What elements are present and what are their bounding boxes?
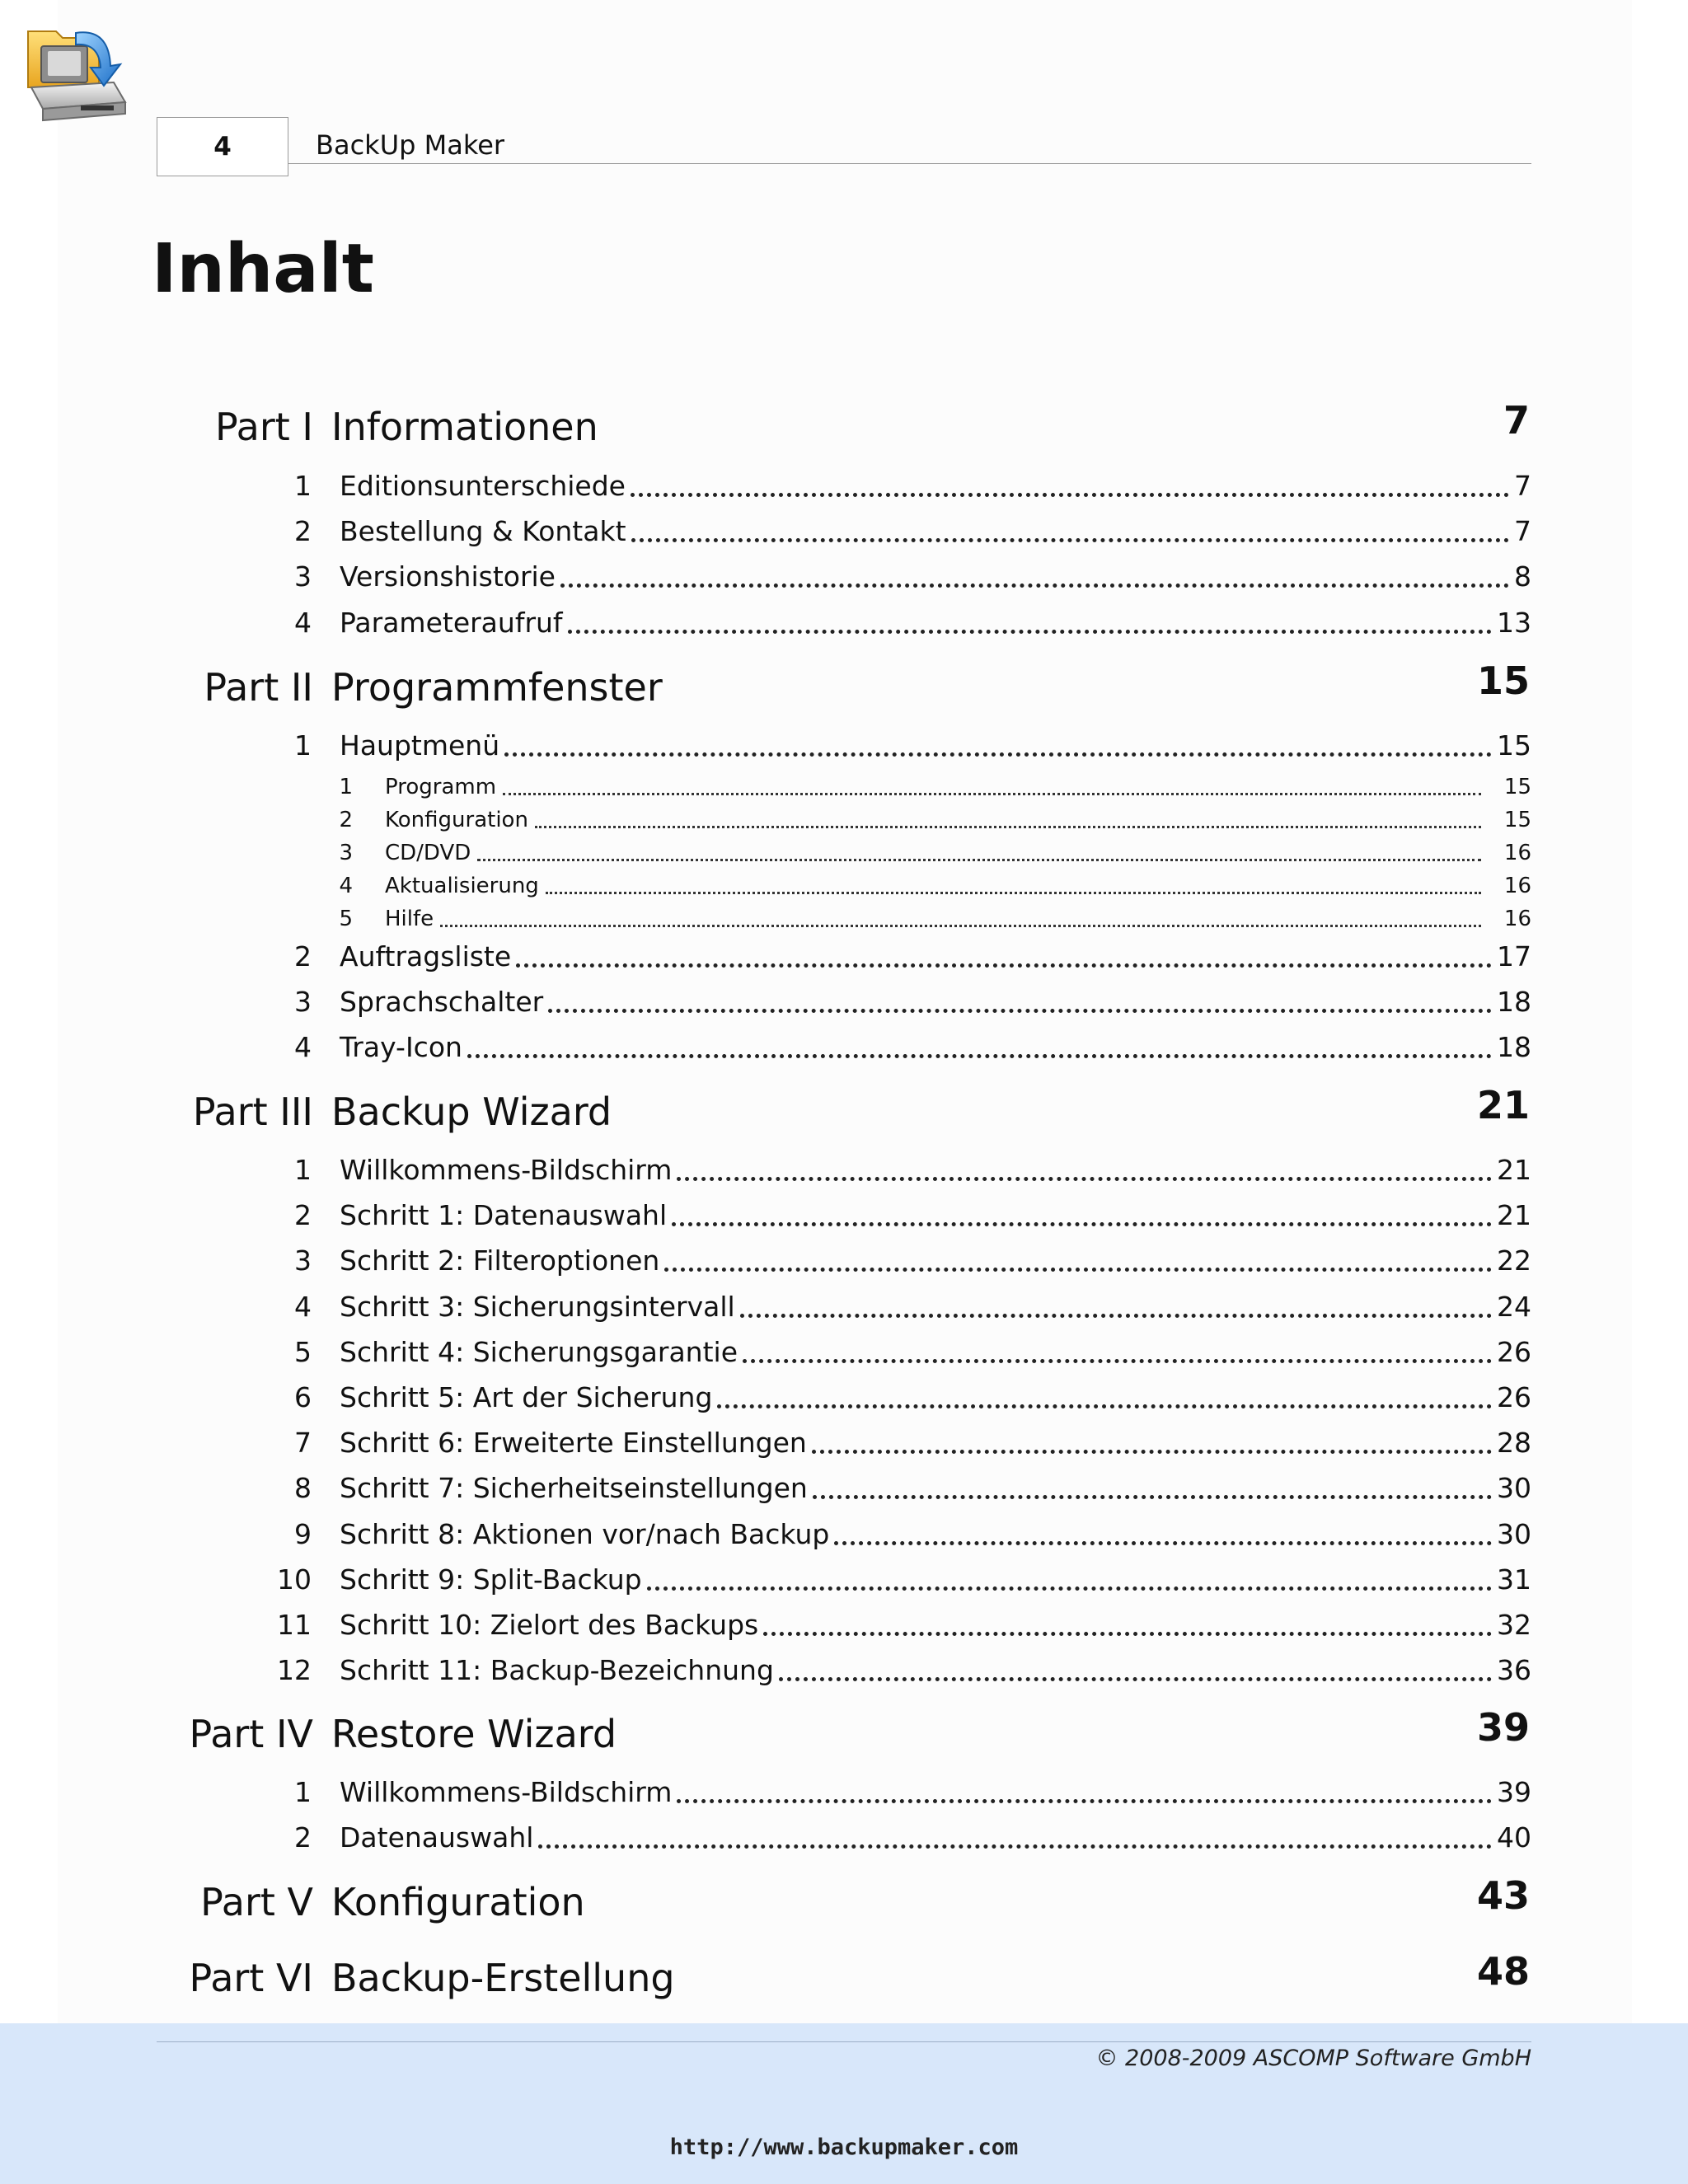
- toc-part-label: Part V: [200, 1880, 313, 1924]
- toc-entry-title: Schritt 11: Backup-Bezeichnung: [340, 1654, 774, 1686]
- dot-leader: [548, 1009, 1492, 1013]
- dot-leader: [503, 793, 1481, 795]
- dot-leader: [740, 1314, 1492, 1318]
- dot-leader: [779, 1677, 1492, 1681]
- toc-entry-number: 3: [294, 986, 312, 1018]
- toc-part-page-number: 21: [1476, 1083, 1530, 1127]
- toc-entry-page-number: 18: [1497, 1031, 1531, 1063]
- toc-part-label: Part IV: [189, 1712, 313, 1756]
- toc-entry-title: Tray-Icon: [340, 1031, 462, 1063]
- toc-entry-title: Schritt 9: Split-Backup: [340, 1563, 642, 1596]
- toc-entry-number: 1: [294, 1154, 312, 1186]
- toc-part-page-number: 15: [1476, 658, 1530, 703]
- dot-leader: [812, 1450, 1492, 1454]
- toc-entry-number: 4: [294, 1031, 312, 1063]
- toc-subentry-title: Hilfe: [385, 907, 434, 931]
- toc-subentry-number: 4: [339, 874, 353, 898]
- toc-entry-page-number: 39: [1497, 1776, 1531, 1808]
- toc-entry-number: 9: [294, 1518, 312, 1550]
- toc-entry-number: 4: [294, 607, 312, 639]
- dot-leader: [504, 752, 1492, 757]
- toc-entry-page-number: 21: [1497, 1154, 1531, 1186]
- toc-entry-page-number: 7: [1514, 470, 1531, 502]
- dot-leader: [813, 1495, 1492, 1499]
- toc-entry-number: 6: [294, 1381, 312, 1413]
- toc-part-label: Part II: [204, 665, 313, 710]
- toc-entry-title: Schritt 6: Erweiterte Einstellungen: [340, 1427, 807, 1459]
- dot-leader: [535, 826, 1481, 828]
- toc-entry-title: Schritt 5: Art der Sicherung: [340, 1381, 713, 1413]
- toc-part-title: Backup Wizard: [331, 1090, 612, 1134]
- toc-entry-page-number: 30: [1497, 1472, 1531, 1504]
- toc-part-page-number: 43: [1476, 1873, 1530, 1918]
- header-divider: [288, 163, 1531, 164]
- dot-leader: [440, 925, 1481, 927]
- toc-entry-title: Schritt 10: Zielort des Backups: [340, 1609, 759, 1641]
- toc-subentry-page-number: 16: [1503, 841, 1531, 865]
- toc-entry-number: 2: [294, 1821, 312, 1854]
- dot-leader: [834, 1541, 1492, 1545]
- toc-entry-page-number: 30: [1497, 1518, 1531, 1550]
- toc-entry-number: 7: [294, 1427, 312, 1459]
- toc-part-title: Restore Wizard: [331, 1712, 617, 1756]
- toc-part-label: Part III: [192, 1090, 313, 1134]
- toc-entry-number: 12: [277, 1654, 312, 1686]
- toc-part-label: Part VI: [189, 1956, 313, 2000]
- toc-entry-page-number: 22: [1497, 1244, 1531, 1277]
- dot-leader: [516, 963, 1492, 968]
- toc-entry-page-number: 36: [1497, 1654, 1531, 1686]
- toc-subentry-title: Konfiguration: [385, 808, 528, 832]
- toc-entry-title: Willkommens-Bildschirm: [340, 1154, 673, 1186]
- toc-entry-number: 3: [294, 1244, 312, 1277]
- toc-subentry-page-number: 15: [1503, 808, 1531, 832]
- toc-part-page-number: 7: [1503, 398, 1530, 443]
- toc-entry-title: Schritt 8: Aktionen vor/nach Backup: [340, 1518, 830, 1550]
- toc-entry-title: Bestellung & Kontakt: [340, 515, 626, 547]
- dot-leader: [647, 1586, 1492, 1591]
- dot-leader: [743, 1359, 1492, 1363]
- toc-entry-number: 4: [294, 1291, 312, 1323]
- toc-entry-page-number: 24: [1497, 1291, 1531, 1323]
- toc-entry-title: Hauptmenü: [340, 729, 500, 762]
- toc-entry-page-number: 26: [1497, 1336, 1531, 1368]
- dot-leader: [677, 1177, 1492, 1181]
- toc-subentry-page-number: 16: [1503, 874, 1531, 898]
- toc-entry-title: Auftragsliste: [340, 940, 512, 972]
- toc-entry-number: 2: [294, 940, 312, 972]
- toc-entry-number: 8: [294, 1472, 312, 1504]
- dot-leader: [631, 538, 1509, 542]
- toc-entry-page-number: 28: [1497, 1427, 1531, 1459]
- toc-entry-title: Willkommens-Bildschirm: [340, 1776, 673, 1808]
- toc-entry-number: 1: [294, 1776, 312, 1808]
- toc-part-title: Programmfenster: [331, 665, 663, 710]
- dot-leader: [672, 1222, 1492, 1226]
- header-document-title: BackUp Maker: [316, 129, 505, 161]
- dot-leader: [677, 1799, 1492, 1803]
- toc-entry-number: 2: [294, 1199, 312, 1231]
- toc-entry-title: Schritt 1: Datenauswahl: [340, 1199, 668, 1231]
- toc-part-page-number: 48: [1476, 1949, 1530, 1994]
- dot-leader: [763, 1632, 1492, 1636]
- toc-entry-page-number: 18: [1497, 986, 1531, 1018]
- toc-entry-title: Schritt 2: Filteroptionen: [340, 1244, 660, 1277]
- toc-part-title: Backup-Erstellung: [331, 1956, 675, 2000]
- toc-entry-page-number: 40: [1497, 1821, 1531, 1854]
- toc-entry-number: 1: [294, 729, 312, 762]
- footer-copyright: © 2008-2009 ASCOMP Software GmbH: [1095, 2046, 1531, 2071]
- toc-entry-page-number: 26: [1497, 1381, 1531, 1413]
- toc-subentry-title: Programm: [385, 775, 497, 799]
- toc-part-page-number: 39: [1476, 1705, 1530, 1750]
- toc-entry-title: Schritt 3: Sicherungsintervall: [340, 1291, 735, 1323]
- toc-entry-title: Schritt 7: Sicherheitseinstellungen: [340, 1472, 808, 1504]
- toc-subentry-title: Aktualisierung: [385, 874, 539, 898]
- toc-entry-title: Editionsunterschiede: [340, 470, 626, 502]
- toc-entry-title: Schritt 4: Sicherungsgarantie: [340, 1336, 738, 1368]
- toc-entry-page-number: 7: [1514, 515, 1531, 547]
- toc-subentry-number: 1: [339, 775, 353, 799]
- toc-entry-page-number: 8: [1514, 560, 1531, 593]
- toc-entry-number: 11: [277, 1609, 312, 1641]
- toc-entry-number: 5: [294, 1336, 312, 1368]
- toc-entry-title: Datenauswahl: [340, 1821, 534, 1854]
- toc-entry-number: 2: [294, 515, 312, 547]
- toc-part-title: Konfiguration: [331, 1880, 585, 1924]
- toc-entry-number: 3: [294, 560, 312, 593]
- toc-entry-page-number: 21: [1497, 1199, 1531, 1231]
- toc-subentry-title: CD/DVD: [385, 841, 471, 865]
- dot-leader: [717, 1404, 1492, 1408]
- toc-entry-page-number: 17: [1497, 940, 1531, 972]
- toc-part-label: Part I: [215, 405, 313, 449]
- toc-entry-title: Sprachschalter: [340, 986, 544, 1018]
- toc-entry-title: Versionshistorie: [340, 560, 556, 593]
- toc-entry-number: 10: [277, 1563, 312, 1596]
- toc-part-title: Informationen: [331, 405, 598, 449]
- dot-leader: [631, 493, 1509, 497]
- dot-leader: [538, 1844, 1492, 1849]
- toc-entry-title: Parameteraufruf: [340, 607, 563, 639]
- toc-entry-page-number: 13: [1497, 607, 1531, 639]
- dot-leader: [560, 583, 1509, 588]
- toc-entry-number: 1: [294, 470, 312, 502]
- footer-url-link[interactable]: http://www.backupmaker.com: [669, 2135, 1019, 2160]
- toc-entry-page-number: 32: [1497, 1609, 1531, 1641]
- dot-leader: [664, 1268, 1492, 1272]
- header-page-number: 4: [157, 117, 288, 176]
- dot-leader: [467, 1054, 1492, 1058]
- toc-subentry-number: 3: [339, 841, 353, 865]
- toc-subentry-number: 5: [339, 907, 353, 931]
- dot-leader: [568, 630, 1492, 634]
- dot-leader: [477, 859, 1481, 861]
- toc-entry-page-number: 15: [1497, 729, 1531, 762]
- dot-leader: [546, 892, 1481, 894]
- toc-subentry-page-number: 16: [1503, 907, 1531, 931]
- toc-subentry-page-number: 15: [1503, 775, 1531, 799]
- toc-entry-page-number: 31: [1497, 1563, 1531, 1596]
- backup-drive-folder-icon: [23, 23, 130, 126]
- toc-subentry-number: 2: [339, 808, 353, 832]
- page-title: Inhalt: [152, 230, 374, 308]
